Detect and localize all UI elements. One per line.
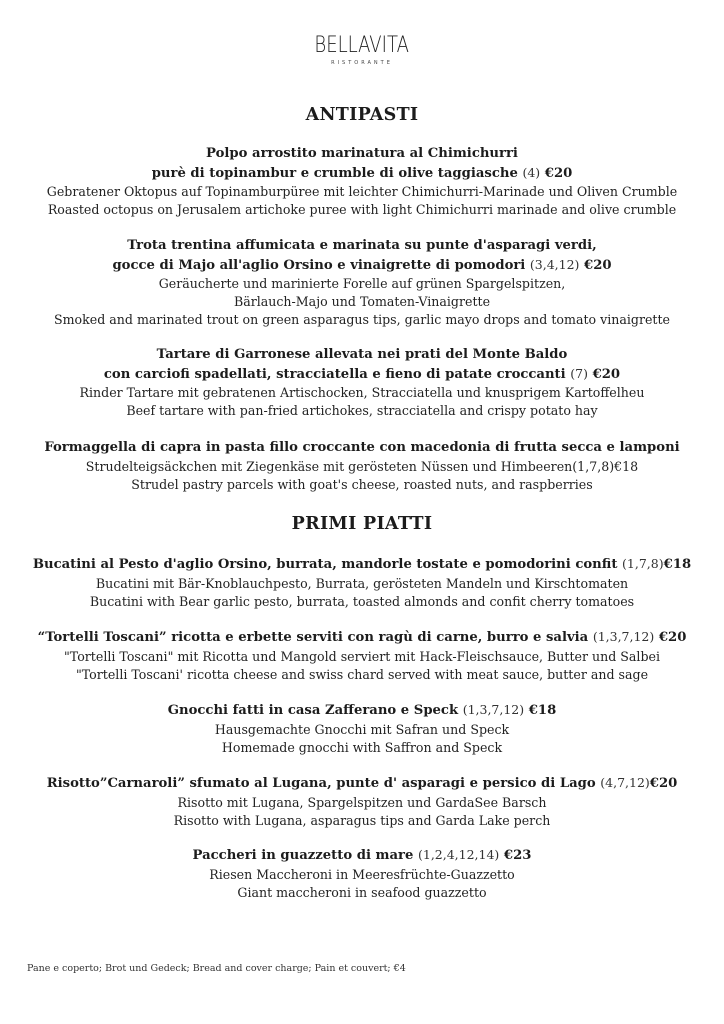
item-name-line: gocce di Majo all'aglio Orsino e vinaigrette di pomodori (3,4,12) €20 bbox=[112, 256, 612, 273]
menu-item bbox=[0, 145, 724, 219]
menu-item bbox=[0, 846, 724, 902]
item-description-en: Strudel pastry parcels with goat's cheese, roasted nuts, and raspberries bbox=[131, 476, 593, 492]
menu-item bbox=[0, 237, 724, 329]
item-name-line: Formaggella di capra in pasta fillo croccante con macedonia di frutta secca e lamponi bbox=[44, 440, 680, 455]
item-name-line: “Tortelli Toscani” ricotta e erbette serviti con ragù di carne, burro e salvia (1,3,7,12) €20 bbox=[37, 629, 687, 645]
item-price: €20 bbox=[584, 257, 612, 273]
item-name-line: Gnocchi fatti in casa Zafferano e Speck (1,3,7,12) €18 bbox=[167, 702, 557, 718]
section-title-primi-piatti: PRIMI PIATTI bbox=[291, 514, 433, 534]
logo-subtitle: RISTORANTE bbox=[331, 60, 393, 66]
item-allergens: (1,3,7,12) bbox=[462, 702, 525, 717]
item-description-de: Gebratener Oktopus auf Topinamburpüree mit leichter Chimichurri-Marinade und Oliven Crumble bbox=[46, 184, 678, 199]
item-allergens: (7) bbox=[570, 365, 588, 381]
item-allergens: (3,4,12) bbox=[529, 256, 580, 272]
item-name-line: purè di topinambur e crumble di olive taggiasche (4) €20 bbox=[151, 164, 573, 181]
item-description-en: "Tortelli Toscani' ricotta cheese and swiss chard served with meat sauce, butter and sage bbox=[75, 666, 649, 682]
menu-item bbox=[0, 628, 724, 684]
menu-item bbox=[0, 439, 724, 494]
item-allergens: (1,3,7,12) bbox=[592, 629, 655, 644]
restaurant-logo bbox=[0, 34, 724, 67]
item-description-de: Hausgemachte Gnocchi mit Safran und Speck bbox=[214, 721, 510, 737]
cover-charge-note: Pane e coperto; Brot und Gedeck; Bread and cover charge; Pain et couvert; €4 bbox=[27, 963, 406, 974]
item-description-en: Smoked and marinated trout on green asparagus tips, garlic mayo drops and tomato vinaigrette bbox=[53, 312, 670, 327]
item-description-de: Strudelteigsäckchen mit Ziegenkäse mit gerösteten Nüssen und Himbeeren(1,7,8)€18 bbox=[85, 458, 639, 474]
item-name-line: con carciofi spadellati, stracciatella e fieno di patate croccanti (7) €20 bbox=[103, 365, 621, 382]
item-price: €23 bbox=[503, 848, 532, 863]
menu-item bbox=[0, 346, 724, 420]
item-allergens: (1,2,4,12,14) bbox=[417, 847, 500, 862]
item-name-line: Risotto”Carnaroli” sfumato al Lugana, punte d' asparagi e persico di Lago (4,7,12)€20 bbox=[46, 775, 678, 791]
item-description-en: Roasted octopus on Jerusalem artichoke puree with light Chimichurri marinade and olive crumble bbox=[47, 202, 677, 217]
item-description-de: Risotto mit Lugana, Spargelspitzen und GardaSee Barsch bbox=[177, 794, 547, 810]
item-description-de: "Tortelli Toscani" mit Ricotta und Mangold serviert mit Hack-Fleischsauce, Butter und Salbei bbox=[63, 648, 660, 664]
logo-name: BELLAVITA bbox=[314, 33, 410, 58]
menu-item bbox=[0, 555, 724, 611]
menu-item bbox=[0, 701, 724, 757]
item-name-line: Trota trentina affumicata e marinata su punte d'asparagi verdi, bbox=[127, 238, 597, 253]
item-description-en: Risotto with Lugana, asparagus tips and Garda Lake perch bbox=[173, 812, 551, 828]
item-description-de: Rinder Tartare mit gebratenen Artischocken, Stracciatella und knusprigem Kartoffelheu bbox=[79, 385, 645, 400]
item-description-de: Bärlauch-Majo und Tomaten-Vinaigrette bbox=[233, 294, 491, 309]
section-title-antipasti: ANTIPASTI bbox=[305, 105, 419, 125]
item-name-line: Polpo arrostito marinatura al Chimichurri bbox=[206, 146, 518, 161]
item-name-line: Tartare di Garronese allevata nei prati del Monte Baldo bbox=[156, 347, 568, 362]
menu-item bbox=[0, 774, 724, 830]
item-description-en: Giant maccheroni in seafood guazzetto bbox=[237, 884, 487, 900]
item-allergens: (4,7,12) bbox=[600, 775, 650, 790]
item-price: €18 bbox=[528, 703, 557, 718]
item-description-de: Riesen Maccheroni in Meeresfrüchte-Guazzetto bbox=[209, 866, 515, 882]
item-price: €20 bbox=[649, 776, 678, 791]
item-price: €20 bbox=[658, 630, 687, 645]
item-description-en: Beef tartare with pan-fried artichokes, stracciatella and crispy potato hay bbox=[126, 403, 598, 418]
item-description-en: Homemade gnocchi with Saffron and Speck bbox=[221, 739, 503, 755]
item-price: €20 bbox=[544, 165, 573, 181]
item-allergens: (1,7,8) bbox=[622, 556, 664, 571]
item-name-line: Bucatini al Pesto d'aglio Orsino, burrata, mandorle tostate e pomodorini confit (1,7,8)€18 bbox=[32, 556, 692, 572]
item-price: €18 bbox=[663, 557, 692, 572]
item-description-de: Geräucherte und marinierte Forelle auf grünen Spargelspitzen, bbox=[158, 276, 566, 291]
item-name-line: Paccheri in guazzetto di mare (1,2,4,12,14) €23 bbox=[192, 847, 532, 863]
item-description-de: Bucatini mit Bär-Knoblauchpesto, Burrata, gerösteten Mandeln und Kirschtomaten bbox=[95, 575, 629, 591]
item-allergens: (4) bbox=[522, 164, 541, 180]
item-price: €20 bbox=[592, 366, 621, 382]
item-description-en: Bucatini with Bear garlic pesto, burrata, toasted almonds and confit cherry tomatoes bbox=[89, 593, 635, 609]
